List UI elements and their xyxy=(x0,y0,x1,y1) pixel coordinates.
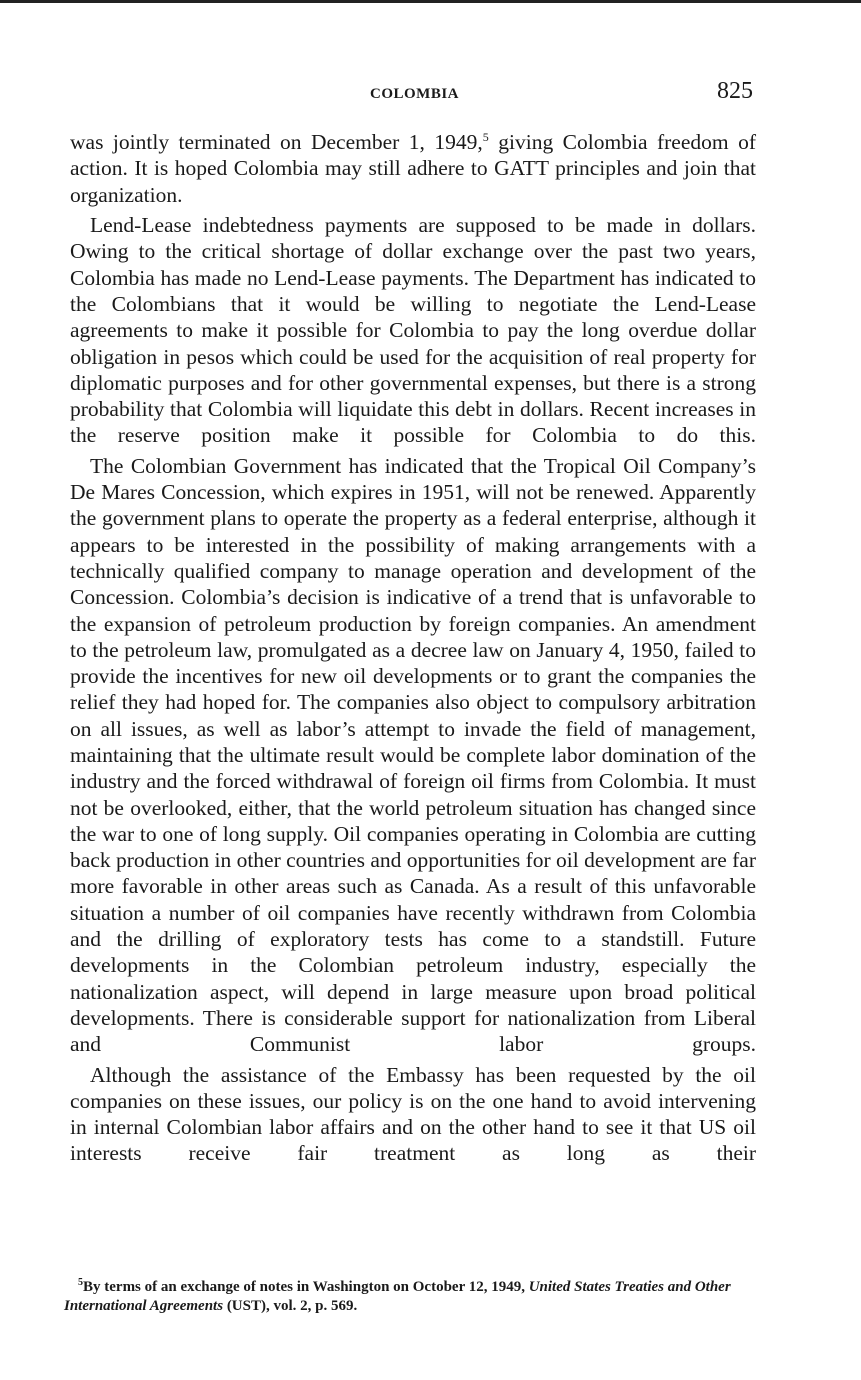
paragraph-embassy: Although the assistance of the Embassy has been requested by the oil companies on these issues, our policy is on the one hand to avoid intervening in internal Colombian labor affairs and on the other hand to see it that US oil interests receive fair treatment as long as their xyxy=(70,1062,756,1166)
page-number: 825 xyxy=(717,78,753,104)
footnote-text: By terms of an exchange of notes in Washington on October 12, 1949, xyxy=(83,1279,529,1295)
footnote-marker: 5 xyxy=(78,1277,83,1288)
paragraph-gatt xyxy=(70,124,756,208)
running-head: COLOMBIA xyxy=(370,86,460,102)
paragraph-text: was jointly terminated on December 1, 1949, xyxy=(70,130,483,155)
paragraph-petroleum: The Colombian Government has indicated that the Tropical Oil Company’s De Mares Concession, which expires in 1951, will not be renewed. Apparently the government plans to operate the property as a federal enterprise, although it appears to be interested in the possibility of making arrangements with a technically qualified company to manage operation and development of the Concession. Colombia’s decision is indicative of a trend that is unfavorable to the expansion of petroleum production by foreign companies. An amendment to the petroleum law, promulgated as a decree law on January 4, 1950, failed to provide the incentives for new oil developments or to grant the companies the relief they had hoped for. The companies also object to compulsory arbitration on all issues, as well as labor’s attempt to invade the field of management, maintaining that the ultimate result would be complete labor domination of the industry and the forced withdrawal of foreign oil firms from Colombia. It must not be overlooked, either, that the world petroleum situation has changed since the war to one of long supply. Oil companies operating in Colombia are cutting back production in other countries and opportunities for oil development are far more favorable in other areas such as Canada. As a result of this unfavorable situation a number of oil companies have recently withdrawn from Colombia and the drilling of exploratory tests has come to a standstill. Future developments in the Colombian petroleum industry, especially the nationalization aspect, will depend in large measure upon broad political developments. There is considerable support for nationalization from Liberal and Communist labor groups. xyxy=(70,453,756,1057)
footnote xyxy=(64,1273,756,1316)
footnote-title: United States Treaties and Other International Agreements xyxy=(64,1279,731,1314)
body-text xyxy=(70,124,756,1167)
paragraph-text: giving Colombia freedom of action. It is hoped Colombia may still adhere to GATT principles and join that organization. xyxy=(70,130,756,207)
footnote-text-end: (UST), vol. 2, p. 569. xyxy=(223,1298,358,1314)
paragraph-lend-lease: Lend-Lease indebtedness payments are supposed to be made in dollars. Owing to the critical shortage of dollar exchange over the past two years, Colombia has made no Lend-Lease payments. The Department has indicated to the Colombians that it would be willing to negotiate the Lend-Lease agreements to make it possible for Colombia to pay the long overdue dollar obligation in pesos which could be used for the acquisition of real property for diplomatic purposes and for other governmental expenses, but there is a strong probability that Colombia will liquidate this debt in dollars. Recent increases in the reserve position make it possible for Colombia to do this. xyxy=(70,213,756,448)
top-border-rule xyxy=(0,0,861,3)
footnote-reference: 5 xyxy=(482,130,489,144)
